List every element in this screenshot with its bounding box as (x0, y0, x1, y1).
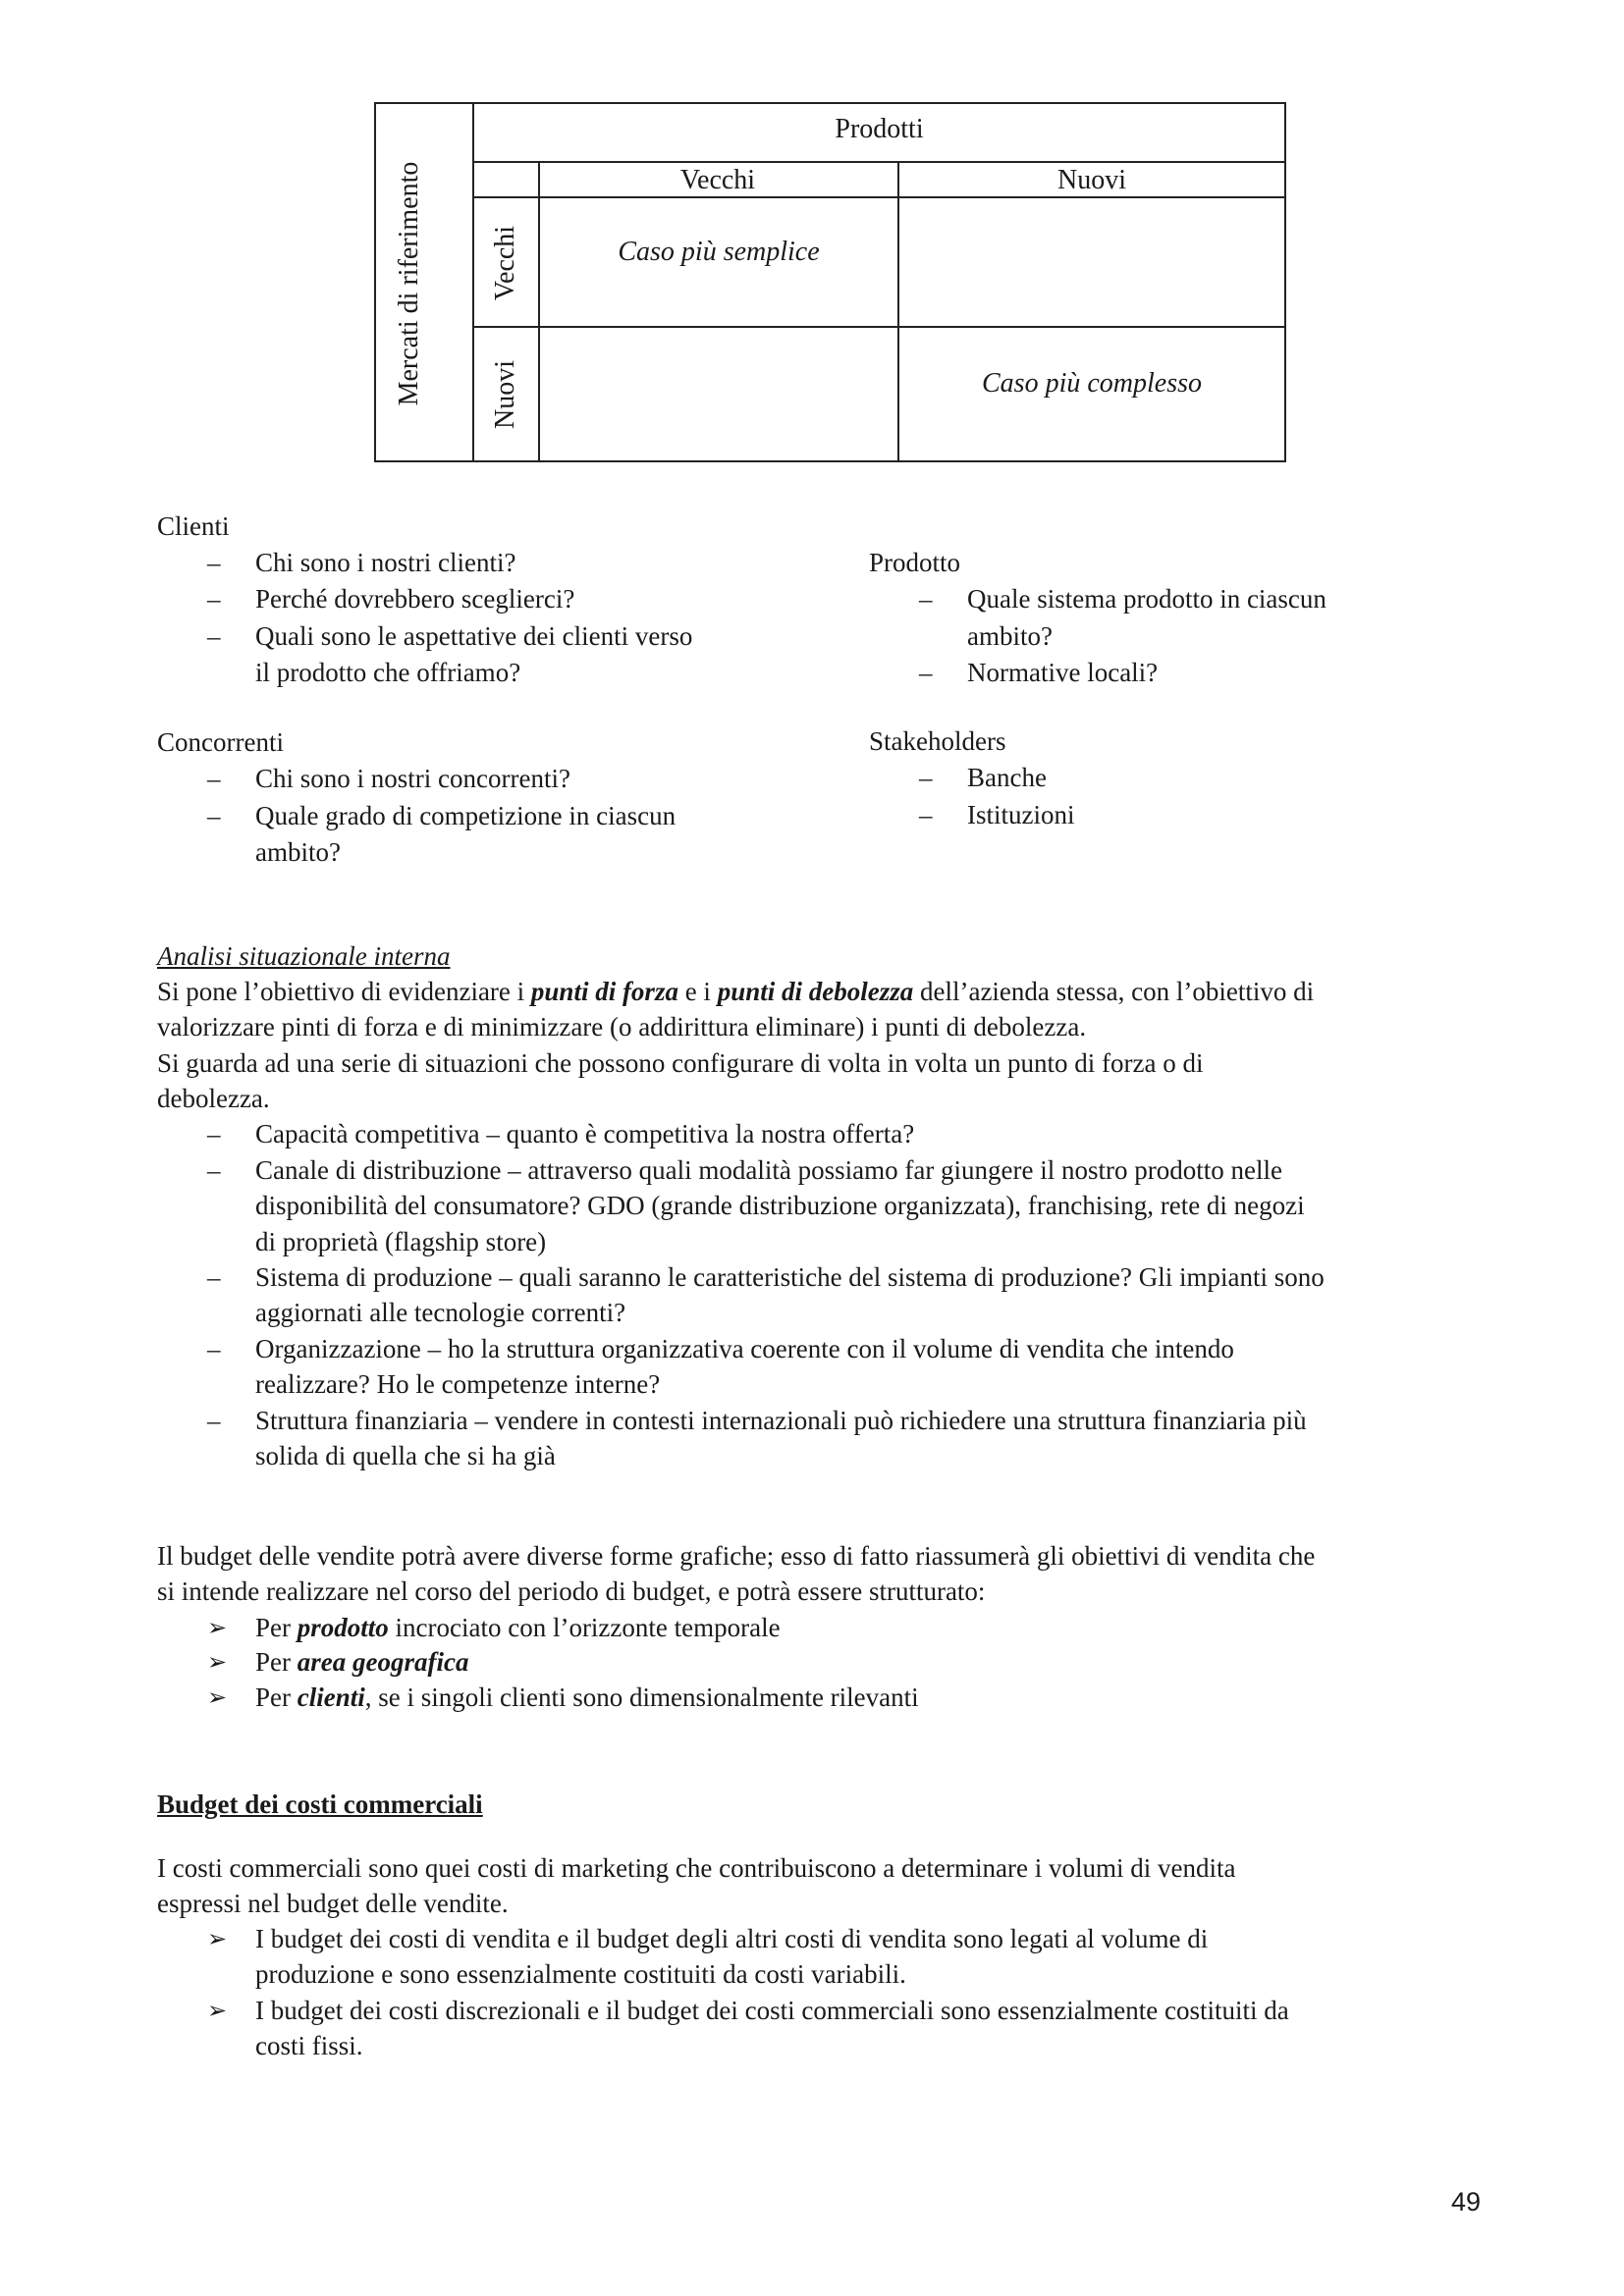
prodotto-item-cont: ambito? (967, 621, 1053, 651)
prodotto-title: Prodotto (869, 548, 961, 577)
matrix-cell-old-old: Caso più semplice (618, 237, 820, 267)
analisi-item: Sistema di produzione – quali saranno le caratteristiche del sistema di produzione? Gli impianti sono (255, 1262, 1325, 1292)
stakeholders-item: Banche (967, 763, 1047, 792)
analisi-item-cont: realizzare? Ho le competenze interne? (255, 1369, 661, 1399)
budget-vendite-bullet (255, 1680, 919, 1715)
matrix-row-header: Mercati di riferimento (394, 161, 424, 406)
arrow-bullet-icon: ➢ (207, 1650, 228, 1676)
text-run: incrociato con l’orizzonte temporale (388, 1613, 781, 1642)
clienti-item: Perché dovrebbero sceglierci? (255, 584, 575, 614)
analisi-item-cont: di proprietà (flagship store) (255, 1227, 547, 1256)
costi-commerciali-bullet-cont: produzione e sono essenzialmente costituiti da costi variabili. (255, 1959, 906, 1989)
text-run: dell’azienda stessa, con l’obiettivo di (913, 977, 1315, 1006)
costi-commerciali-bullet: I budget dei costi di vendita e il budget degli altri costi di vendita sono legati al volume di (255, 1924, 1209, 1953)
text-run: e i (677, 977, 718, 1006)
analisi-heading: Analisi situazionale interna (157, 941, 451, 971)
dash-bullet: – (207, 584, 221, 614)
text-run: Per (255, 1647, 298, 1677)
text-run: Per (255, 1613, 298, 1642)
text-run-emphasis: prodotto (297, 1613, 389, 1642)
clienti-item: Quali sono le aspettative dei clienti verso (255, 621, 693, 651)
analisi-paragraph-line: valorizzare pinti di forza e di minimizzare (o addirittura eliminare) i punti di debolezza. (157, 1012, 1087, 1041)
analisi-item-cont: aggiornati alle tecnologie correnti? (255, 1298, 626, 1327)
clienti-item-cont: il prodotto che offriamo? (255, 658, 521, 687)
text-run-emphasis: punti di debolezza (717, 977, 914, 1006)
dash-bullet: – (207, 1262, 221, 1292)
analisi-item: Organizzazione – ho la struttura organizzativa coerente con il volume di vendita che intendo (255, 1334, 1234, 1363)
dash-bullet: – (207, 1155, 221, 1185)
clienti-item: Chi sono i nostri clienti? (255, 548, 516, 577)
arrow-bullet-icon: ➢ (207, 1685, 228, 1711)
text-run: Si pone l’obiettivo di evidenziare i (157, 977, 531, 1006)
text-run: Per (255, 1682, 298, 1712)
budget-vendite-line: si intende realizzare nel corso del periodo di budget, e potrà essere strutturato: (157, 1576, 986, 1606)
stakeholders-title: Stakeholders (869, 726, 1006, 756)
concorrenti-title: Concorrenti (157, 727, 284, 757)
analisi-paragraph-line: debolezza. (157, 1084, 270, 1113)
prodotto-item: Quale sistema prodotto in ciascun (967, 584, 1326, 614)
costi-commerciali-bullet: I budget dei costi discrezionali e il budget dei costi commerciali sono essenzialmente costituiti da (255, 1996, 1289, 2025)
analisi-item-cont: disponibilità del consumatore? GDO (grande distribuzione organizzata), franchising, rete di negozi (255, 1191, 1305, 1220)
dash-bullet: – (919, 658, 933, 687)
dash-bullet: – (207, 801, 221, 830)
budget-vendite-bullet (255, 1610, 781, 1645)
dash-bullet: – (207, 1406, 221, 1435)
clienti-title: Clienti (157, 511, 230, 541)
costi-commerciali-line: espressi nel budget delle vendite. (157, 1889, 509, 1918)
prodotto-item: Normative locali? (967, 658, 1159, 687)
dash-bullet: – (919, 800, 933, 829)
budget-vendite-bullet (255, 1644, 468, 1680)
matrix-col-header: Prodotti (835, 114, 924, 144)
matrix-cell-new-new: Caso più complesso (982, 368, 1202, 399)
matrix-col-label-new: Nuovi (1057, 165, 1126, 195)
dash-bullet: – (919, 584, 933, 614)
budget-vendite-line: Il budget delle vendite potrà avere diverse forme grafiche; esso di fatto riassumerà gli obiettivi di vendita che (157, 1541, 1316, 1571)
page-number: 49 (1451, 2187, 1482, 2216)
text-run-emphasis: punti di forza (530, 977, 678, 1006)
costi-commerciali-bullet-cont: costi fissi. (255, 2031, 363, 2060)
concorrenti-item: Quale grado di competizione in ciascun (255, 801, 677, 830)
matrix-row-label-new: Nuovi (490, 360, 520, 429)
dash-bullet: – (207, 1334, 221, 1363)
stakeholders-item: Istituzioni (967, 800, 1075, 829)
dash-bullet: – (919, 763, 933, 792)
dash-bullet: – (207, 548, 221, 577)
text-run: , se i singoli clienti sono dimensionalmente rilevanti (364, 1682, 919, 1712)
product-market-matrix (374, 102, 1286, 462)
matrix-col-label-old: Vecchi (679, 165, 756, 195)
arrow-bullet-icon: ➢ (207, 1927, 228, 1952)
analisi-item-cont: solida di quella che si ha già (255, 1441, 556, 1470)
analisi-item: Capacità competitiva – quanto è competitiva la nostra offerta? (255, 1119, 915, 1148)
matrix-row-label-old: Vecchi (490, 225, 520, 301)
analisi-item: Struttura finanziaria – vendere in contesti internazionali può richiedere una struttura finanziaria più (255, 1406, 1307, 1435)
text-run-emphasis: clienti (297, 1682, 365, 1712)
concorrenti-item-cont: ambito? (255, 837, 341, 867)
dash-bullet: – (207, 1119, 221, 1148)
dash-bullet: – (207, 621, 221, 651)
costi-commerciali-heading: Budget dei costi commerciali (157, 1789, 483, 1819)
analisi-paragraph-line (157, 974, 1314, 1009)
arrow-bullet-icon: ➢ (207, 1616, 228, 1641)
text-run-emphasis: area geografica (297, 1647, 469, 1677)
costi-commerciali-line: I costi commerciali sono quei costi di marketing che contribuiscono a determinare i volumi di vendita (157, 1853, 1236, 1883)
analisi-item: Canale di distribuzione – attraverso quali modalità possiamo far giungere il nostro prodotto nelle (255, 1155, 1282, 1185)
analisi-paragraph-line: Si guarda ad una serie di situazioni che possono configurare di volta in volta un punto di forza o di (157, 1048, 1204, 1078)
dash-bullet: – (207, 764, 221, 793)
arrow-bullet-icon: ➢ (207, 1999, 228, 2024)
concorrenti-item: Chi sono i nostri concorrenti? (255, 764, 570, 793)
